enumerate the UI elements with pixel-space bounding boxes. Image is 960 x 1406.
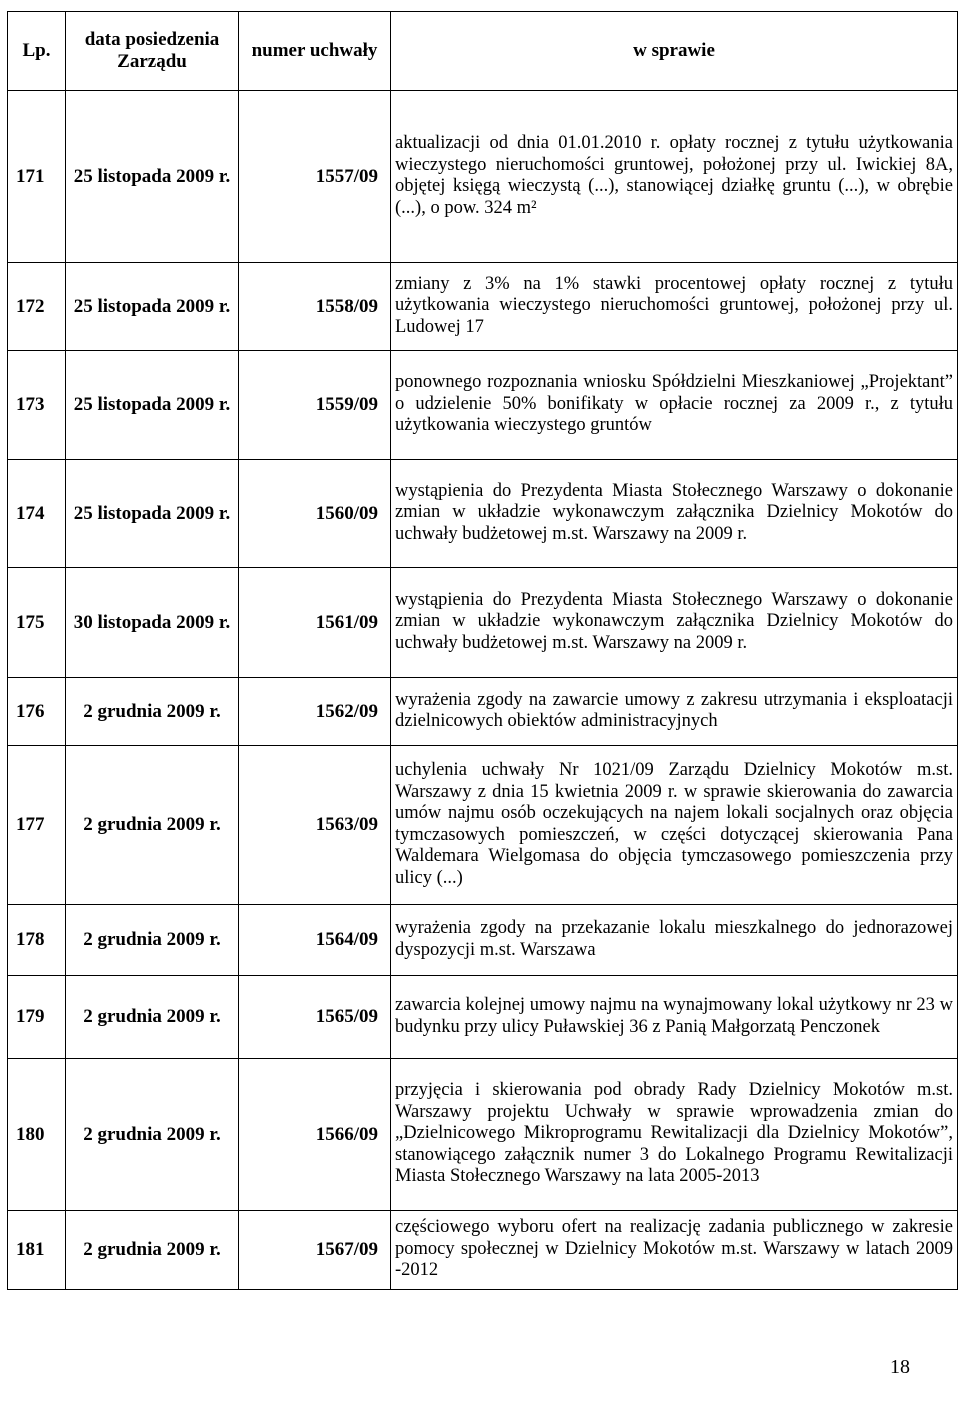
row-subject: wyrażenia zgody na przekazanie lokalu mieszkalnego do jednorazowej dyspozycji m.st. Warszawa — [391, 905, 958, 976]
header-row — [8, 12, 958, 91]
table-row — [8, 905, 958, 976]
table-row — [8, 746, 958, 905]
row-date: 25 listopada 2009 r. — [66, 263, 239, 351]
row-subject: aktualizacji od dnia 01.01.2010 r. opłaty rocznej z tytułu użytkowania wieczystego nieruchomości gruntowej, położonej przy ul. Iwickiej 8A, objętej księgą wieczystą (...), stanowiącej działkę gruntu (...), w obrębie (...), o pow. 324 m² — [391, 91, 958, 263]
table-row — [8, 976, 958, 1059]
row-date: 30 listopada 2009 r. — [66, 568, 239, 678]
row-number: 1558/09 — [239, 263, 391, 351]
header-subject: w sprawie — [391, 12, 958, 91]
page-number: 18 — [890, 1356, 910, 1378]
row-date: 2 grudnia 2009 r. — [66, 905, 239, 976]
table-row — [8, 568, 958, 678]
row-date: 2 grudnia 2009 r. — [66, 746, 239, 905]
header-lp: Lp. — [8, 12, 66, 91]
row-lp: 174 — [8, 460, 66, 568]
row-subject: zawarcia kolejnej umowy najmu na wynajmowany lokal użytkowy nr 23 w budynku przy ulicy Puławskiej 36 z Panią Małgorzatą Penczonek — [391, 976, 958, 1059]
row-lp: 172 — [8, 263, 66, 351]
table-row — [8, 1211, 958, 1290]
table-row — [8, 460, 958, 568]
row-subject: przyjęcia i skierowania pod obrady Rady Dzielnicy Mokotów m.st. Warszawy projektu Uchwały w sprawie wprowadzenia zmian do „Dzielnicowego Mikroprogramu Rewitalizacji dla Dzielnicy Mokotów”, stanowiącego załącznik numer 3 do Lokalnego Programu Rewitalizacji Miasta Stołecznego Warszawy na lata 2005-2013 — [391, 1059, 958, 1211]
row-number: 1561/09 — [239, 568, 391, 678]
row-date: 25 listopada 2009 r. — [66, 351, 239, 460]
row-date: 25 listopada 2009 r. — [66, 460, 239, 568]
row-subject: wystąpienia do Prezydenta Miasta Stołecznego Warszawy o dokonanie zmian w układzie wykonawczym załącznika Dzielnicy Mokotów do uchwały budżetowej m.st. Warszawy na 2009 r. — [391, 460, 958, 568]
table-row — [8, 351, 958, 460]
table-row — [8, 91, 958, 263]
row-lp: 173 — [8, 351, 66, 460]
header-date: data posiedzenia Zarządu — [66, 12, 239, 91]
row-lp: 177 — [8, 746, 66, 905]
row-number: 1566/09 — [239, 1059, 391, 1211]
table-row — [8, 678, 958, 746]
row-date: 2 grudnia 2009 r. — [66, 678, 239, 746]
row-number: 1565/09 — [239, 976, 391, 1059]
row-number: 1557/09 — [239, 91, 391, 263]
row-lp: 175 — [8, 568, 66, 678]
row-subject: częściowego wyboru ofert na realizację zadania publicznego w zakresie pomocy społecznej w Dzielnicy Mokotów m.st. Warszawy w latach 2009 -2012 — [391, 1211, 958, 1290]
row-number: 1560/09 — [239, 460, 391, 568]
header-number: numer uchwały — [239, 12, 391, 91]
row-lp: 180 — [8, 1059, 66, 1211]
row-lp: 179 — [8, 976, 66, 1059]
row-number: 1564/09 — [239, 905, 391, 976]
row-subject: ponownego rozpoznania wniosku Spółdzielni Mieszkaniowej „Projektant” o udzielenie 50% bonifikaty w opłacie rocznej za 2009 r., z tytułu użytkowania wieczystego gruntów — [391, 351, 958, 460]
row-date: 25 listopada 2009 r. — [66, 91, 239, 263]
row-number: 1559/09 — [239, 351, 391, 460]
row-lp: 176 — [8, 678, 66, 746]
row-number: 1562/09 — [239, 678, 391, 746]
table-row — [8, 1059, 958, 1211]
resolutions-table — [7, 11, 958, 1290]
row-date: 2 grudnia 2009 r. — [66, 976, 239, 1059]
row-subject: wyrażenia zgody na zawarcie umowy z zakresu utrzymania i eksploatacji dzielnicowych obiektów administracyjnych — [391, 678, 958, 746]
row-number: 1563/09 — [239, 746, 391, 905]
row-lp: 181 — [8, 1211, 66, 1290]
row-date: 2 grudnia 2009 r. — [66, 1211, 239, 1290]
row-subject: wystąpienia do Prezydenta Miasta Stołecznego Warszawy o dokonanie zmian w układzie wykonawczym załącznika Dzielnicy Mokotów do uchwały budżetowej m.st. Warszawy na 2009 r. — [391, 568, 958, 678]
row-subject: uchylenia uchwały Nr 1021/09 Zarządu Dzielnicy Mokotów m.st. Warszawy z dnia 15 kwietnia 2009 r. w sprawie skierowania do zawarcia umów najmu osób oczekujących na najem lokali socjalnych oraz objęcia tymczasowych pomieszczeń, w części dotyczącej skierowania Pana Waldemara Wielgomasa do objęcia tymczasowego pomieszczenia przy ulicy (...) — [391, 746, 958, 905]
row-date: 2 grudnia 2009 r. — [66, 1059, 239, 1211]
table-row — [8, 263, 958, 351]
row-lp: 171 — [8, 91, 66, 263]
row-lp: 178 — [8, 905, 66, 976]
row-number: 1567/09 — [239, 1211, 391, 1290]
row-subject: zmiany z 3% na 1% stawki procentowej opłaty rocznej z tytułu użytkowania wieczystego nieruchomości gruntowej, położonej przy ul. Ludowej 17 — [391, 263, 958, 351]
